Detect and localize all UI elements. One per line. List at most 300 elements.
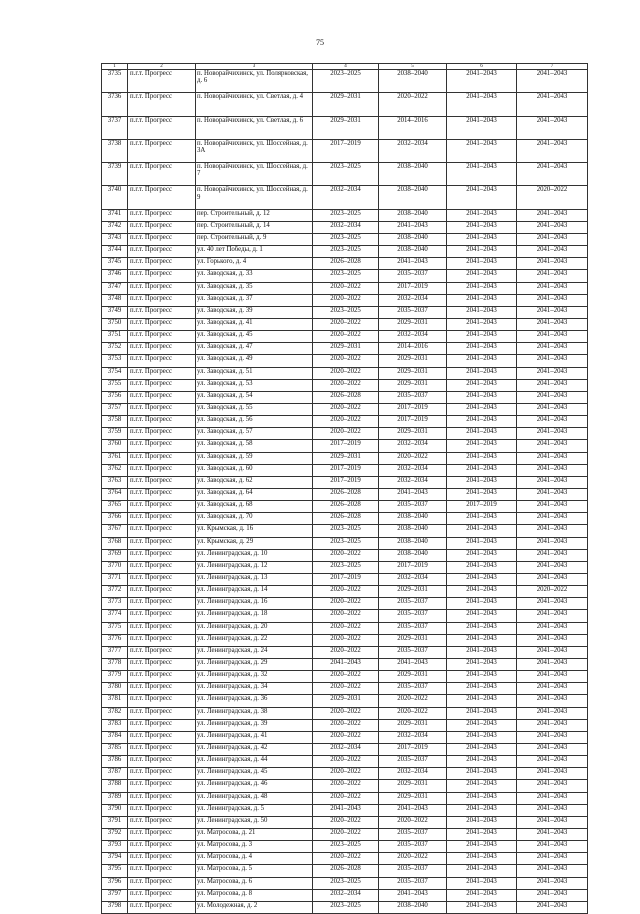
period-cell: 2020–2022 [379, 695, 447, 707]
period-cell: 2041–2043 [313, 804, 379, 816]
row-number-cell: 3790 [102, 804, 128, 816]
row-number-cell: 3762 [102, 464, 128, 476]
address-cell: ул. Заводская, д. 70 [196, 513, 313, 525]
address-cell: пер. Строительный, д. 12 [196, 209, 313, 221]
period-cell: 2041–2043 [517, 537, 588, 549]
period-cell: 2041–2043 [447, 343, 517, 355]
period-cell: 2026–2028 [313, 489, 379, 501]
address-cell: ул. Матросова, д. 3 [196, 841, 313, 853]
row-number-cell: 3764 [102, 489, 128, 501]
address-cell: ул. Ленинградская, д. 20 [196, 622, 313, 634]
period-cell: 2032–2034 [313, 221, 379, 233]
period-cell: 2041–2043 [517, 367, 588, 379]
period-cell: 2035–2037 [379, 598, 447, 610]
table-row [102, 901, 588, 913]
settlement-cell: п.г.т. Прогресс [128, 391, 196, 403]
period-cell: 2029–2031 [379, 719, 447, 731]
period-cell: 2041–2043 [517, 501, 588, 513]
row-number-cell: 3786 [102, 756, 128, 768]
period-cell: 2041–2043 [517, 889, 588, 901]
period-cell: 2029–2031 [379, 586, 447, 598]
row-number-cell: 3794 [102, 853, 128, 865]
row-number-cell: 3745 [102, 258, 128, 270]
period-cell: 2041–2043 [447, 853, 517, 865]
settlement-cell: п.г.т. Прогресс [128, 476, 196, 488]
period-cell: 2032–2034 [379, 574, 447, 586]
settlement-cell: п.г.т. Прогресс [128, 804, 196, 816]
period-cell: 2041–2043 [517, 513, 588, 525]
address-cell: ул. Крымская, д. 16 [196, 525, 313, 537]
settlement-cell: п.г.т. Прогресс [128, 440, 196, 452]
period-cell: 2041–2043 [517, 549, 588, 561]
period-cell: 2023–2025 [313, 901, 379, 913]
table-row [102, 270, 588, 282]
period-cell: 2023–2025 [313, 306, 379, 318]
address-cell: ул. Ленинградская, д. 50 [196, 816, 313, 828]
period-cell: 2020–2022 [313, 707, 379, 719]
period-cell: 2017–2019 [313, 440, 379, 452]
address-cell: п. Новорайчихинск, ул. Шоссейная, д. 9 [196, 186, 313, 209]
period-cell: 2035–2037 [379, 646, 447, 658]
period-cell: 2020–2022 [313, 586, 379, 598]
period-cell: 2041–2043 [447, 683, 517, 695]
period-cell: 2041–2043 [517, 768, 588, 780]
period-cell: 2041–2043 [517, 246, 588, 258]
period-cell: 2038–2040 [379, 186, 447, 209]
period-cell: 2041–2043 [447, 319, 517, 331]
period-cell: 2017–2019 [379, 416, 447, 428]
period-cell: 2041–2043 [447, 646, 517, 658]
period-cell: 2041–2043 [517, 598, 588, 610]
table-row [102, 379, 588, 391]
period-cell: 2014–2016 [379, 343, 447, 355]
address-cell: ул. Ленинградская, д. 12 [196, 561, 313, 573]
table-row [102, 476, 588, 488]
period-cell: 2020–2022 [379, 853, 447, 865]
period-cell: 2029–2031 [379, 634, 447, 646]
period-cell: 2041–2043 [447, 306, 517, 318]
table-row [102, 93, 588, 116]
settlement-cell: п.г.т. Прогресс [128, 525, 196, 537]
table-row [102, 306, 588, 318]
period-cell: 2041–2043 [447, 780, 517, 792]
period-cell: 2038–2040 [379, 70, 447, 93]
row-number-cell: 3738 [102, 139, 128, 162]
period-cell: 2029–2031 [313, 343, 379, 355]
period-cell: 2026–2028 [313, 391, 379, 403]
period-cell: 2020–2022 [313, 853, 379, 865]
period-cell: 2023–2025 [313, 561, 379, 573]
period-cell: 2041–2043 [447, 476, 517, 488]
settlement-cell: п.г.т. Прогресс [128, 93, 196, 116]
settlement-cell: п.г.т. Прогресс [128, 574, 196, 586]
settlement-cell: п.г.т. Прогресс [128, 306, 196, 318]
period-cell: 2035–2037 [379, 306, 447, 318]
period-cell: 2032–2034 [379, 731, 447, 743]
period-cell: 2032–2034 [379, 294, 447, 306]
address-cell: ул. Ленинградская, д. 39 [196, 719, 313, 731]
period-cell: 2041–2043 [447, 816, 517, 828]
period-cell: 2041–2043 [447, 221, 517, 233]
settlement-cell: п.г.т. Прогресс [128, 404, 196, 416]
period-cell: 2020–2022 [313, 404, 379, 416]
period-cell: 2020–2022 [313, 367, 379, 379]
settlement-cell: п.г.т. Прогресс [128, 501, 196, 513]
period-cell: 2041–2043 [517, 404, 588, 416]
table-row [102, 246, 588, 258]
settlement-cell: п.г.т. Прогресс [128, 683, 196, 695]
address-cell: ул. Ленинградская, д. 46 [196, 780, 313, 792]
period-cell: 2041–2043 [447, 634, 517, 646]
period-cell: 2041–2043 [447, 331, 517, 343]
period-cell: 2041–2043 [517, 343, 588, 355]
period-cell: 2041–2043 [517, 804, 588, 816]
address-cell: ул. Ленинградская, д. 44 [196, 756, 313, 768]
table-row [102, 186, 588, 209]
period-cell: 2041–2043 [517, 331, 588, 343]
period-cell: 2041–2043 [447, 586, 517, 598]
row-number-cell: 3761 [102, 452, 128, 464]
table-row [102, 70, 588, 93]
period-cell: 2041–2043 [447, 282, 517, 294]
table-row [102, 464, 588, 476]
row-number-cell: 3795 [102, 865, 128, 877]
table-row [102, 343, 588, 355]
period-cell: 2020–2022 [313, 671, 379, 683]
period-cell: 2041–2043 [517, 816, 588, 828]
settlement-cell: п.г.т. Прогресс [128, 428, 196, 440]
period-cell: 2038–2040 [379, 234, 447, 246]
address-cell: ул. Заводская, д. 54 [196, 391, 313, 403]
period-cell: 2041–2043 [517, 756, 588, 768]
address-cell: ул. Крымская, д. 29 [196, 537, 313, 549]
period-cell: 2020–2022 [313, 828, 379, 840]
period-cell: 2038–2040 [379, 901, 447, 913]
period-cell: 2032–2034 [379, 331, 447, 343]
address-cell: ул. Заводская, д. 64 [196, 489, 313, 501]
table-row [102, 440, 588, 452]
column-number: 2 [128, 64, 196, 70]
table-row [102, 282, 588, 294]
period-cell: 2020–2022 [313, 622, 379, 634]
period-cell: 2038–2040 [379, 525, 447, 537]
row-number-cell: 3772 [102, 586, 128, 598]
period-cell: 2041–2043 [379, 658, 447, 670]
address-cell: ул. Ленинградская, д. 36 [196, 695, 313, 707]
settlement-cell: п.г.т. Прогресс [128, 695, 196, 707]
settlement-cell: п.г.т. Прогресс [128, 816, 196, 828]
row-number-cell: 3798 [102, 901, 128, 913]
period-cell: 2023–2025 [313, 537, 379, 549]
period-cell: 2035–2037 [379, 270, 447, 282]
period-cell: 2020–2022 [313, 355, 379, 367]
period-cell: 2041–2043 [447, 610, 517, 622]
row-number-cell: 3783 [102, 719, 128, 731]
table-row [102, 828, 588, 840]
address-cell: п. Новорайчихинск, ул. Светлая, д. 6 [196, 116, 313, 139]
row-number-cell: 3767 [102, 525, 128, 537]
period-cell: 2041–2043 [447, 865, 517, 877]
row-number-cell: 3753 [102, 355, 128, 367]
period-cell: 2023–2025 [313, 70, 379, 93]
period-cell: 2020–2022 [313, 319, 379, 331]
table-row [102, 116, 588, 139]
table-row [102, 586, 588, 598]
period-cell: 2041–2043 [517, 440, 588, 452]
period-cell: 2020–2022 [313, 610, 379, 622]
settlement-cell: п.г.т. Прогресс [128, 731, 196, 743]
row-number-cell: 3751 [102, 331, 128, 343]
address-cell: п. Новорайчихинск, ул. Светлая, д. 4 [196, 93, 313, 116]
period-cell: 2029–2031 [379, 355, 447, 367]
row-number-cell: 3746 [102, 270, 128, 282]
period-cell: 2035–2037 [379, 501, 447, 513]
column-number: 6 [447, 64, 517, 70]
period-cell: 2032–2034 [379, 768, 447, 780]
period-cell: 2032–2034 [379, 440, 447, 452]
table-row [102, 294, 588, 306]
period-cell: 2041–2043 [447, 622, 517, 634]
period-cell: 2041–2043 [517, 391, 588, 403]
period-cell: 2041–2043 [517, 428, 588, 440]
column-number: 4 [313, 64, 379, 70]
row-number-cell: 3744 [102, 246, 128, 258]
address-cell: ул. Заводская, д. 39 [196, 306, 313, 318]
period-cell: 2014–2016 [379, 116, 447, 139]
period-cell: 2032–2034 [313, 889, 379, 901]
table-row [102, 671, 588, 683]
table-row [102, 634, 588, 646]
settlement-cell: п.г.т. Прогресс [128, 116, 196, 139]
period-cell: 2023–2025 [313, 163, 379, 186]
row-number-cell: 3787 [102, 768, 128, 780]
period-cell: 2023–2025 [313, 234, 379, 246]
period-cell: 2020–2022 [313, 683, 379, 695]
period-cell: 2035–2037 [379, 865, 447, 877]
row-number-cell: 3789 [102, 792, 128, 804]
period-cell: 2041–2043 [447, 440, 517, 452]
period-cell: 2020–2022 [313, 780, 379, 792]
address-cell: ул. Ленинградская, д. 22 [196, 634, 313, 646]
row-number-cell: 3766 [102, 513, 128, 525]
period-cell: 2041–2043 [517, 221, 588, 233]
period-cell: 2029–2031 [313, 93, 379, 116]
address-cell: ул. Ленинградская, д. 32 [196, 671, 313, 683]
settlement-cell: п.г.т. Прогресс [128, 889, 196, 901]
period-cell: 2020–2022 [313, 816, 379, 828]
column-number: 5 [379, 64, 447, 70]
table-row [102, 816, 588, 828]
table-row [102, 683, 588, 695]
table-row [102, 889, 588, 901]
period-cell: 2041–2043 [517, 671, 588, 683]
row-number-cell: 3747 [102, 282, 128, 294]
table-row [102, 163, 588, 186]
period-cell: 2041–2043 [447, 139, 517, 162]
period-cell: 2035–2037 [379, 841, 447, 853]
period-cell: 2020–2022 [379, 93, 447, 116]
address-cell: ул. Ленинградская, д. 5 [196, 804, 313, 816]
period-cell: 2041–2043 [517, 719, 588, 731]
settlement-cell: п.г.т. Прогресс [128, 561, 196, 573]
settlement-cell: п.г.т. Прогресс [128, 294, 196, 306]
period-cell: 2041–2043 [517, 707, 588, 719]
address-cell: ул. Заводская, д. 68 [196, 501, 313, 513]
settlement-cell: п.г.т. Прогресс [128, 586, 196, 598]
period-cell: 2023–2025 [313, 841, 379, 853]
period-cell: 2041–2043 [447, 707, 517, 719]
table-row [102, 877, 588, 889]
settlement-cell: п.г.т. Прогресс [128, 768, 196, 780]
settlement-cell: п.г.т. Прогресс [128, 780, 196, 792]
row-number-cell: 3757 [102, 404, 128, 416]
address-cell: ул. Заводская, д. 57 [196, 428, 313, 440]
settlement-cell: п.г.т. Прогресс [128, 719, 196, 731]
period-cell: 2038–2040 [379, 246, 447, 258]
settlement-cell: п.г.т. Прогресс [128, 646, 196, 658]
address-cell: ул. Заводская, д. 37 [196, 294, 313, 306]
period-cell: 2041–2043 [517, 416, 588, 428]
period-cell: 2032–2034 [379, 464, 447, 476]
address-cell: ул. Горького, д. 4 [196, 258, 313, 270]
period-cell: 2041–2043 [517, 610, 588, 622]
address-cell: ул. Заводская, д. 55 [196, 404, 313, 416]
table-row [102, 234, 588, 246]
table-row [102, 355, 588, 367]
row-number-cell: 3792 [102, 828, 128, 840]
row-number-cell: 3780 [102, 683, 128, 695]
period-cell: 2041–2043 [447, 671, 517, 683]
period-cell: 2029–2031 [379, 319, 447, 331]
row-number-cell: 3743 [102, 234, 128, 246]
table-row [102, 549, 588, 561]
address-cell: ул. Матросова, д. 21 [196, 828, 313, 840]
address-cell: ул. Матросова, д. 8 [196, 889, 313, 901]
row-number-cell: 3774 [102, 610, 128, 622]
settlement-cell: п.г.т. Прогресс [128, 367, 196, 379]
period-cell: 2041–2043 [517, 683, 588, 695]
period-cell: 2041–2043 [447, 186, 517, 209]
address-cell: ул. Ленинградская, д. 38 [196, 707, 313, 719]
settlement-cell: п.г.т. Прогресс [128, 877, 196, 889]
period-cell: 2041–2043 [517, 622, 588, 634]
settlement-cell: п.г.т. Прогресс [128, 416, 196, 428]
period-cell: 2041–2043 [447, 804, 517, 816]
address-cell: ул. 40 лет Победы, д. 1 [196, 246, 313, 258]
period-cell: 2041–2043 [447, 246, 517, 258]
period-cell: 2041–2043 [517, 452, 588, 464]
period-cell: 2041–2043 [447, 658, 517, 670]
period-cell: 2023–2025 [313, 246, 379, 258]
table-row [102, 489, 588, 501]
period-cell: 2041–2043 [517, 828, 588, 840]
period-cell: 2029–2031 [379, 428, 447, 440]
row-number-cell: 3756 [102, 391, 128, 403]
table-row [102, 780, 588, 792]
period-cell: 2020–2022 [313, 416, 379, 428]
row-number-cell: 3784 [102, 731, 128, 743]
row-number-cell: 3750 [102, 319, 128, 331]
period-cell: 2020–2022 [379, 452, 447, 464]
period-cell: 2041–2043 [447, 574, 517, 586]
period-cell: 2041–2043 [447, 464, 517, 476]
period-cell: 2041–2043 [379, 258, 447, 270]
period-cell: 2041–2043 [517, 865, 588, 877]
period-cell: 2041–2043 [517, 319, 588, 331]
period-cell: 2026–2028 [313, 258, 379, 270]
address-cell: ул. Заводская, д. 56 [196, 416, 313, 428]
settlement-cell: п.г.т. Прогресс [128, 853, 196, 865]
address-cell: ул. Заводская, д. 60 [196, 464, 313, 476]
settlement-cell: п.г.т. Прогресс [128, 282, 196, 294]
settlement-cell: п.г.т. Прогресс [128, 658, 196, 670]
period-cell: 2020–2022 [313, 282, 379, 294]
settlement-cell: п.г.т. Прогресс [128, 379, 196, 391]
row-number-cell: 3752 [102, 343, 128, 355]
period-cell: 2041–2043 [517, 258, 588, 270]
table-row [102, 646, 588, 658]
table-row [102, 792, 588, 804]
table-row [102, 416, 588, 428]
table-row [102, 404, 588, 416]
period-cell: 2020–2022 [313, 549, 379, 561]
column-number: 3 [196, 64, 313, 70]
table-row [102, 367, 588, 379]
period-cell: 2035–2037 [379, 391, 447, 403]
period-cell: 2020–2022 [313, 598, 379, 610]
period-cell: 2017–2019 [447, 501, 517, 513]
period-cell: 2041–2043 [517, 139, 588, 162]
period-cell: 2023–2025 [313, 877, 379, 889]
period-cell: 2041–2043 [517, 489, 588, 501]
address-cell: ул. Заводская, д. 62 [196, 476, 313, 488]
period-cell: 2041–2043 [447, 70, 517, 93]
period-cell: 2041–2043 [517, 731, 588, 743]
table-row [102, 452, 588, 464]
period-cell: 2041–2043 [447, 258, 517, 270]
period-cell: 2041–2043 [447, 355, 517, 367]
period-cell: 2032–2034 [379, 476, 447, 488]
period-cell: 2017–2019 [313, 574, 379, 586]
table-row [102, 707, 588, 719]
settlement-cell: п.г.т. Прогресс [128, 743, 196, 755]
row-number-cell: 3797 [102, 889, 128, 901]
period-cell: 2020–2022 [313, 646, 379, 658]
settlement-cell: п.г.т. Прогресс [128, 707, 196, 719]
row-number-cell: 3760 [102, 440, 128, 452]
table-row [102, 331, 588, 343]
row-number-cell: 3776 [102, 634, 128, 646]
period-cell: 2017–2019 [313, 464, 379, 476]
settlement-cell: п.г.т. Прогресс [128, 343, 196, 355]
schedule-table [101, 63, 588, 914]
period-cell: 2041–2043 [517, 658, 588, 670]
period-cell: 2032–2034 [313, 186, 379, 209]
period-cell: 2041–2043 [447, 828, 517, 840]
row-number-cell: 3788 [102, 780, 128, 792]
period-cell: 2041–2043 [379, 889, 447, 901]
period-cell: 2035–2037 [379, 877, 447, 889]
settlement-cell: п.г.т. Прогресс [128, 841, 196, 853]
row-number-cell: 3770 [102, 561, 128, 573]
settlement-cell: п.г.т. Прогресс [128, 270, 196, 282]
period-cell: 2029–2031 [313, 695, 379, 707]
row-number-cell: 3771 [102, 574, 128, 586]
period-cell: 2041–2043 [517, 163, 588, 186]
table-row [102, 804, 588, 816]
row-number-cell: 3775 [102, 622, 128, 634]
period-cell: 2041–2043 [517, 294, 588, 306]
